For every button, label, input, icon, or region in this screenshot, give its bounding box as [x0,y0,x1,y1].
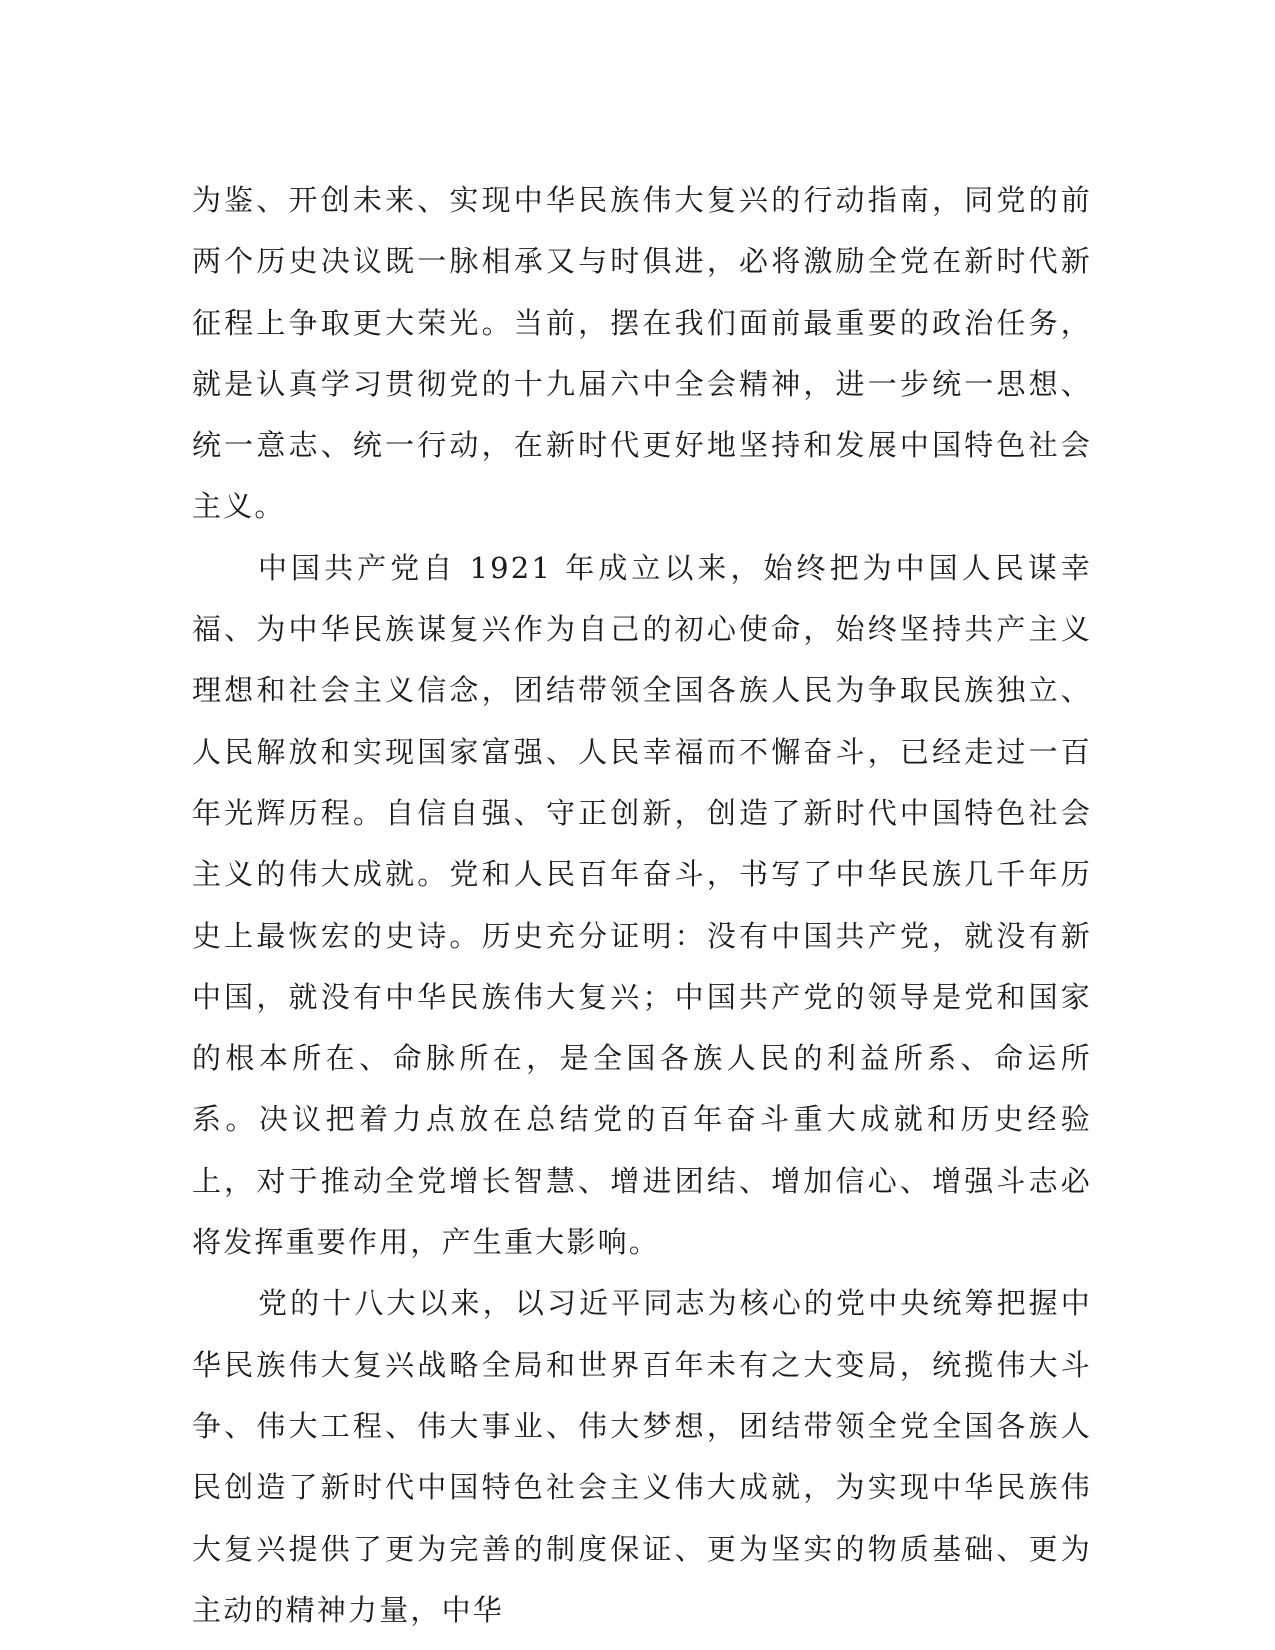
paragraph-1: 为鉴、开创未来、实现中华民族伟大复兴的行动指南，同党的前两个历史决议既一脉相承又与时俱进，必将激励全党在新时代新征程上争取更大荣光。当前，摆在我们面前最重要的政治任务，就是认真学习贯彻党的十九届六中全会精神，进一步统一思想、统一意志、统一行动，在新时代更好地坚持和发展中国特色社会主义。 [192,183,1092,524]
paragraph-3: 党的十八大以来，以习近平同志为核心的党中央统筹把握中华民族伟大复兴战略全局和世界百年未有之大变局，统揽伟大斗争、伟大工程、伟大事业、伟大梦想，团结带领全党全国各族人民创造了新时代中国特色社会主义伟大成就，为实现中华民族伟大复兴提供了更为完善的制度保证、更为坚实的物质基础、更为主动的精神力量，中华 [192,1286,1092,1627]
paragraph-2: 中国共产党自 1921 年成立以来，始终把为中国人民谋幸福、为中华民族谋复兴作为自己的初心使命，始终坚持共产主义理想和社会主义信念，团结带领全国各族人民为争取民族独立、人民解放和实现国家富强、人民幸福而不懈奋斗，已经走过一百年光辉历程。自信自强、守正创新，创造了新时代中国特色社会主义的伟大成就。党和人民百年奋斗，书写了中华民族几千年历史上最恢宏的史诗。历史充分证明：没有中国共产党，就没有新中国，就没有中华民族伟大复兴；中国共产党的领导是党和国家的根本所在、命脉所在，是全国各族人民的利益所系、命运所系。决议把着力点放在总结党的百年奋斗重大成就和历史经验上，对于推动全党增长智慧、增进团结、增加信心、增强斗志必将发挥重要作用，产生重大影响。 [192,550,1092,1260]
document-body [192,170,1092,1641]
